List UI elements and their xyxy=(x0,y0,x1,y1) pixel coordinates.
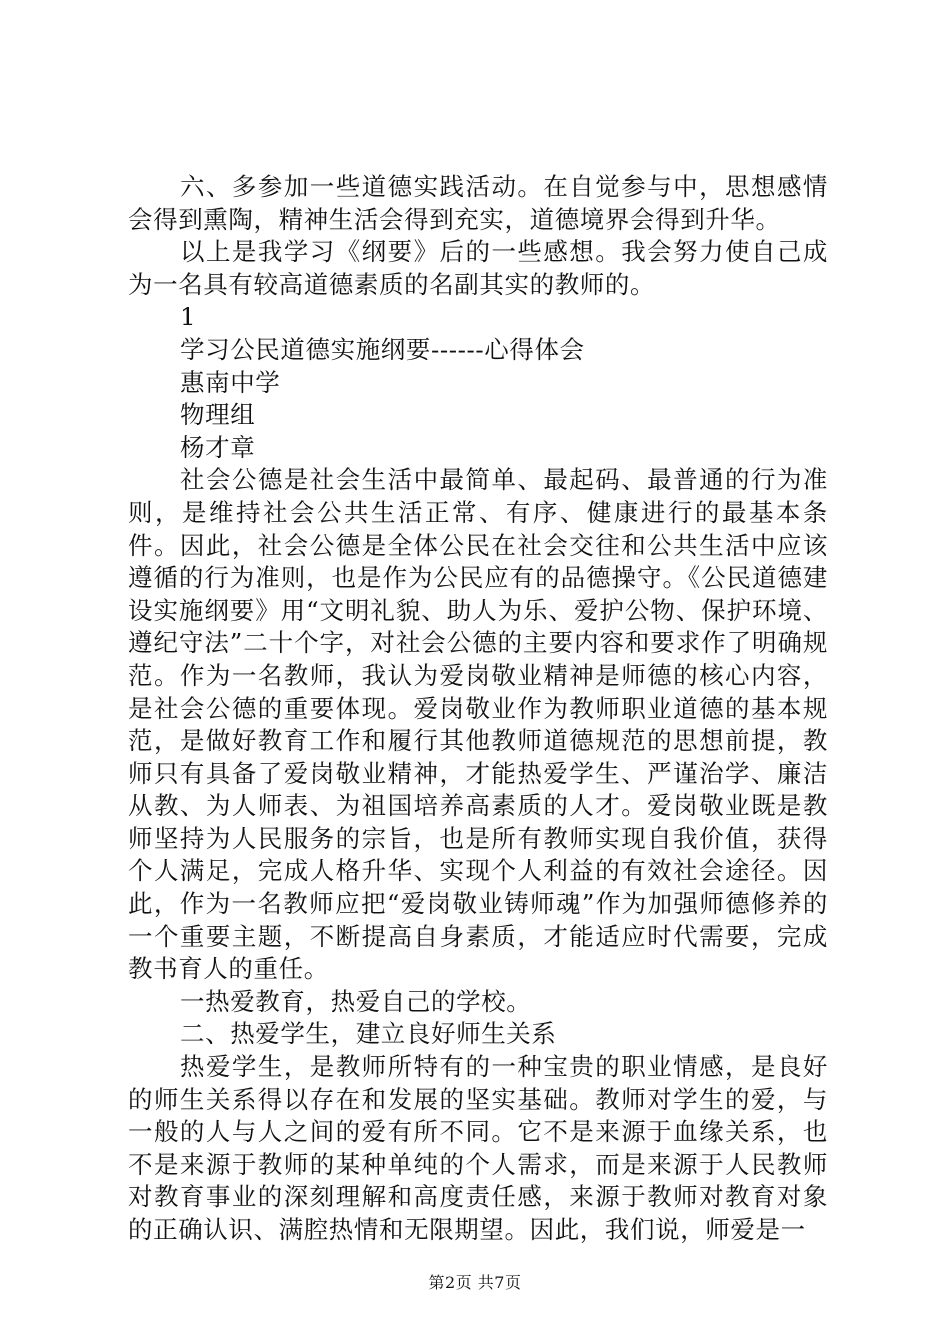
paragraph-love-students: 热爱学生，是教师所特有的一种宝贵的职业情感，是良好的师生关系得以存在和发展的坚实基础。教师对学生的爱，与一般的人与人之间的爱有所不同。它不是来源于血缘关系，也不是来源于教师的某种单纯的个人需求，而是来源于人民教师对教育事业的深刻理解和高度责任感，来源于教师对教育对象的正确认识、满腔热情和无限期望。因此，我们说，师爱是一 xyxy=(128,1052,828,1244)
document-body xyxy=(128,171,828,1247)
page-marker: 1 xyxy=(180,302,197,332)
paragraph-practice-activities: 六、多参加一些道德实践活动。在自觉参与中，思想感情会得到熏陶，精神生活会得到充实，道德境界会得到升华。 xyxy=(128,172,828,234)
essay-title: 学习公民道德实施纲要------心得体会 xyxy=(180,334,585,364)
author-name: 杨才章 xyxy=(180,432,256,462)
author-group: 物理组 xyxy=(180,400,256,430)
section-heading-love-education: 一热爱教育，热爱自己的学校。 xyxy=(180,986,532,1016)
author-school: 惠南中学 xyxy=(180,367,281,397)
page-number-footer: 第2页 共7页 xyxy=(428,1273,522,1292)
paragraph-social-morality: 社会公德是社会生活中最简单、最起码、最普通的行为准则，是维持社会公共生活正常、有序、健康进行的最基本条件。因此，社会公德是全体公民在社会交往和公共生活中应该遵循的行为准则，也是作为公民应有的品德操守。《公民道德建设实施纲要》用“文明礼貌、助人为乐、爱护公物、保护环境、遵纪守法”二十个字，对社会公德的主要内容和要求作了明确规范。作为一名教师，我认为爱岗敬业精神是师德的核心内容，是社会公德的重要体现。爱岗敬业作为教师职业道德的基本规范，是做好教育工作和履行其他教师道德规范的思想前提，教师只有具备了爱岗敬业精神，才能热爱学生、严谨治学、廉洁从教、为人师表、为祖国培养高素质的人才。爱岗敬业既是教师坚持为人民服务的宗旨，也是所有教师实现自我价值，获得个人满足，完成人格升华、实现个人利益的有效社会途径。因此，作为一名教师应把“爱岗敬业铸师魂”作为加强师德修养的一个重要主题，不断提高自身素质，才能适应时代需要，完成教书育人的重任。 xyxy=(128,465,828,984)
section-heading-love-students: 二、热爱学生，建立良好师生关系 xyxy=(180,1019,557,1049)
paragraph-conclusion: 以上是我学习《纲要》后的一些感想。我会努力使自己成为一名具有较高道德素质的名副其实的教师的。 xyxy=(128,237,828,299)
